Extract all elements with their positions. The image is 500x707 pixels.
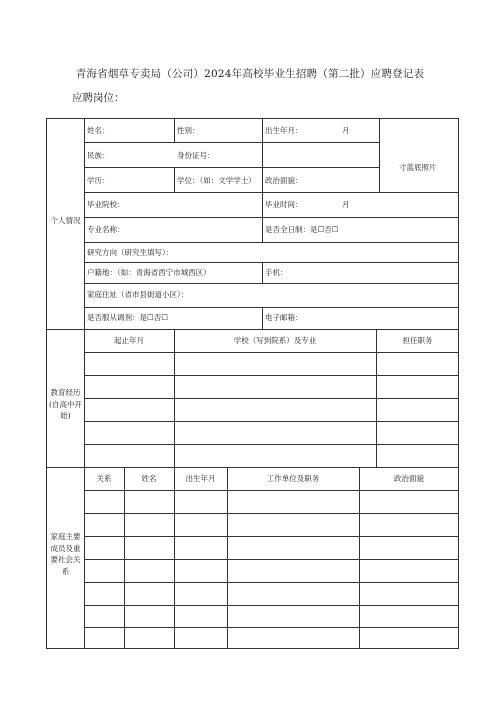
section-divider <box>84 119 85 649</box>
birth-field[interactable]: 出生年月： <box>265 126 303 135</box>
political-field[interactable]: 政治面貌： <box>265 176 303 185</box>
education-section-label: 教育经历 (自高中开 始) <box>49 388 82 421</box>
name-field[interactable]: 姓名： <box>87 126 110 135</box>
id-number-field[interactable]: 身份证号： <box>177 151 215 160</box>
education-field[interactable]: 学历： <box>87 176 110 185</box>
section-separator <box>47 329 459 330</box>
grad-month-label: 月 <box>342 200 350 209</box>
form-title: 青海省烟草专卖局（公司）2024年高校毕业生招聘（第二批）应聘登记表 <box>75 68 425 80</box>
birth-month-label: 月 <box>342 126 350 135</box>
obey-transfer-field[interactable]: 是否服从调剂：是☐否☐ <box>87 313 168 322</box>
family-col-work: 工作单位及职务 <box>266 474 320 483</box>
registration-form <box>46 118 459 649</box>
research-field[interactable]: 研究方向（研究生填写）： <box>87 248 174 257</box>
family-col-birth: 出生年月 <box>185 474 216 483</box>
school-field[interactable]: 毕业院校： <box>87 200 125 209</box>
grad-time-field[interactable]: 毕业时间： <box>265 200 303 209</box>
family-col-political: 政治面貌 <box>394 474 424 483</box>
edu-col-school: 学校（写到院系）及专业 <box>233 336 317 345</box>
edu-col-role: 担任职务 <box>402 336 433 345</box>
phone-field[interactable]: 手机： <box>265 268 288 277</box>
address-field[interactable]: 家庭住址（省市县街道小区）： <box>87 290 189 299</box>
edu-col-period: 起止年月 <box>114 336 144 345</box>
fulltime-field[interactable]: 是否全日制：是☐否☐ <box>265 225 339 234</box>
position-label: 应聘岗位： <box>72 92 125 104</box>
gender-field[interactable]: 性别： <box>177 126 200 135</box>
family-col-relation: 关系 <box>96 474 112 483</box>
family-section-label: 家庭主要 成员及重 要社会关 系 <box>50 532 81 576</box>
photo-placeholder[interactable]: 寸蓝底照片 <box>399 163 437 172</box>
ethnicity-field[interactable]: 民族： <box>87 151 110 160</box>
personal-section-label: 个人情况 <box>50 216 81 225</box>
degree-field[interactable]: 学位：（如：文学学士） <box>177 176 256 185</box>
email-field[interactable]: 电子邮箱： <box>265 313 303 322</box>
major-field[interactable]: 专业名称： <box>87 225 125 234</box>
hukou-field[interactable]: 户籍地：（如：青海省西宁市城西区） <box>87 268 211 277</box>
family-col-name: 姓名 <box>141 474 157 483</box>
